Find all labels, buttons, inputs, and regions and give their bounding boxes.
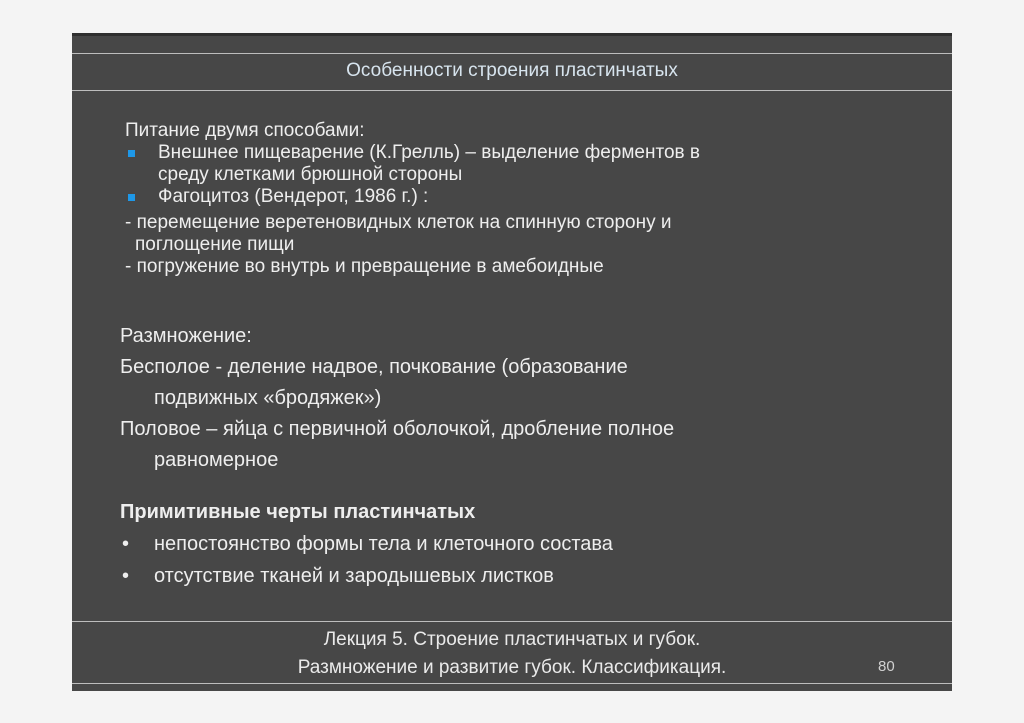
- primitive-heading: Примитивные черты пластинчатых: [120, 501, 476, 523]
- square-bullet-icon: [128, 194, 135, 201]
- sexual-line-cont: равномерное: [154, 449, 279, 471]
- nutrition-bullet-external: [125, 142, 885, 186]
- bullet-text-line: среду клетками брюшной стороны: [158, 164, 463, 185]
- reproduction-section: [120, 321, 900, 476]
- square-bullet-icon: [128, 150, 135, 157]
- slide-title: Особенности строения пластинчатых: [346, 60, 678, 81]
- bullet-text-line: Фагоцитоз (Вендерот, 1986 г.) :: [158, 186, 429, 207]
- bullet-dot-icon: •: [122, 565, 130, 587]
- top-rule-outer: [72, 53, 952, 54]
- slide: [72, 33, 952, 691]
- footer-line: Лекция 5. Строение пластинчатых и губок.: [323, 629, 701, 650]
- footer-line: Размножение и развитие губок. Классификация.: [297, 657, 727, 678]
- reproduction-heading: Размножение:: [120, 325, 252, 347]
- nutrition-bullet-phagocytosis: [125, 186, 885, 208]
- bottom-rule-inner: [72, 621, 952, 622]
- nutrition-heading: Питание двумя способами:: [125, 120, 365, 141]
- slide-footer: [72, 626, 952, 682]
- nutrition-section: [125, 120, 885, 278]
- asexual-line: Бесполое - деление надвое, почкование (образование: [120, 356, 628, 378]
- sexual-line: Половое – яйца с первичной оболочкой, дробление полное: [120, 418, 675, 440]
- bullet-dot-icon: •: [122, 533, 130, 555]
- dash-text-line: - перемещение веретеновидных клеток на спинную сторону и: [125, 212, 672, 233]
- dash-item-movement: [125, 212, 885, 256]
- list-item: [120, 560, 900, 592]
- page-number: 80: [878, 658, 895, 675]
- primitive-section: [120, 496, 900, 592]
- bullet-text-line: Внешнее пищеварение (К.Грелль) – выделение ферментов в: [158, 142, 701, 163]
- list-item-text: непостоянство формы тела и клеточного состава: [154, 533, 613, 555]
- asexual-line-cont: подвижных «бродяжек»): [154, 387, 382, 409]
- dash-text-line: поглощение пищи: [135, 234, 295, 255]
- top-rule-inner: [72, 90, 952, 91]
- dash-item-immersion: - погружение во внутрь и превращение в амебоидные: [125, 256, 604, 277]
- bottom-rule-outer: [72, 683, 952, 684]
- list-item: [120, 528, 900, 560]
- list-item-text: отсутствие тканей и зародышевых листков: [154, 565, 554, 587]
